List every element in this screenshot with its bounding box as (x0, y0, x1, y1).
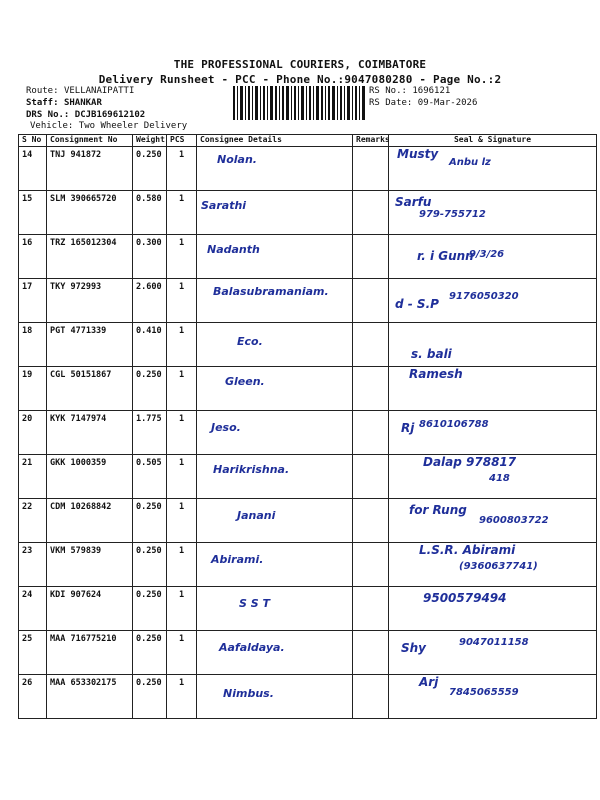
signature-cell (389, 499, 597, 543)
staff-label: Staff: (26, 98, 59, 108)
weight-cell: 1.775 (133, 411, 167, 455)
col-signature: Seal & Signature (389, 135, 597, 147)
vehicle-label: Vehicle: (30, 121, 74, 131)
sno-cell: 23 (19, 543, 47, 587)
remarks-cell (353, 411, 389, 455)
remarks-cell (353, 367, 389, 411)
consignment-cell: KYK 7147974 (47, 411, 133, 455)
signature-cell (389, 587, 597, 631)
signature-handwriting: s. bali (411, 347, 452, 361)
signature-phone-handwriting: 9/3/26 (469, 249, 505, 260)
remarks-cell (353, 675, 389, 719)
col-pcs: PCS (167, 135, 197, 147)
sno-cell: 19 (19, 367, 47, 411)
consignment-cell: TNJ 941872 (47, 147, 133, 191)
signature-phone-handwriting: 7845065559 (449, 687, 519, 698)
route-label: Route: (26, 86, 59, 96)
drs-label: DRS No.: (26, 110, 70, 120)
consignment-cell: TRZ 165012304 (47, 235, 133, 279)
weight-cell: 0.250 (133, 543, 167, 587)
consignee-handwritten-name: Eco. (237, 335, 263, 348)
rs-date-value: 09-Mar-2026 (417, 98, 478, 108)
signature-cell (389, 235, 597, 279)
consignee-cell (197, 631, 353, 675)
consignee-cell (197, 367, 353, 411)
consignee-cell (197, 235, 353, 279)
consignment-cell: VKM 579839 (47, 543, 133, 587)
remarks-cell (353, 235, 389, 279)
consignee-handwritten-name: Balasubramaniam. (213, 285, 329, 298)
sno-cell: 22 (19, 499, 47, 543)
table-row (19, 631, 597, 675)
company-title: THE PROFESSIONAL COURIERS, COIMBATORE (173, 58, 427, 71)
pcs-cell: 1 (167, 455, 197, 499)
col-remarks: Remarks (353, 135, 389, 147)
consignment-cell: CGL 50151867 (47, 367, 133, 411)
signature-cell (389, 191, 597, 235)
signature-cell (389, 279, 597, 323)
pcs-cell: 1 (167, 147, 197, 191)
staff-line (26, 98, 102, 108)
consignment-cell: CDM 10268842 (47, 499, 133, 543)
signature-handwriting: Arj (419, 675, 439, 689)
remarks-cell (353, 147, 389, 191)
rs-no-label: RS No.: (369, 86, 407, 96)
runsheet-table (18, 134, 597, 719)
signature-handwriting: Sarfu (395, 195, 432, 209)
signature-handwriting: Shy (401, 641, 427, 655)
consignee-cell (197, 499, 353, 543)
pcs-cell: 1 (167, 235, 197, 279)
drs-line (26, 110, 145, 120)
consignee-cell (197, 323, 353, 367)
consignment-cell: KDI 907624 (47, 587, 133, 631)
consignment-cell: SLM 390665720 (47, 191, 133, 235)
col-consignee: Consignee Details (197, 135, 353, 147)
barcode-image (233, 86, 365, 120)
signature-cell (389, 675, 597, 719)
consignment-cell: TKY 972993 (47, 279, 133, 323)
signature-handwriting: for Rung (409, 503, 467, 517)
consignee-cell (197, 191, 353, 235)
pcs-cell: 1 (167, 367, 197, 411)
weight-cell: 0.250 (133, 147, 167, 191)
table-row (19, 147, 597, 191)
weight-cell: 0.250 (133, 499, 167, 543)
pcs-cell: 1 (167, 543, 197, 587)
sno-cell: 15 (19, 191, 47, 235)
remarks-cell (353, 631, 389, 675)
sno-cell: 26 (19, 675, 47, 719)
consignment-cell: MAA 653302175 (47, 675, 133, 719)
consignee-cell (197, 587, 353, 631)
sno-cell: 20 (19, 411, 47, 455)
signature-cell (389, 631, 597, 675)
weight-cell: 0.250 (133, 675, 167, 719)
signature-cell (389, 543, 597, 587)
remarks-cell (353, 191, 389, 235)
consignee-cell (197, 543, 353, 587)
consignee-handwritten-name: Harikrishna. (213, 463, 290, 476)
consignee-cell (197, 411, 353, 455)
signature-phone-handwriting: (9360637741) (459, 561, 538, 572)
signature-cell (389, 147, 597, 191)
consignment-cell: GKK 1000359 (47, 455, 133, 499)
sno-cell: 25 (19, 631, 47, 675)
signature-handwriting: Ramesh (409, 367, 463, 381)
rs-date-label: RS Date: (369, 98, 413, 108)
table-row (19, 543, 597, 587)
vehicle-value: Two Wheeler Delivery (78, 121, 188, 131)
signature-handwriting: r. i Gunn (417, 249, 474, 263)
consignee-handwritten-name: Aafaldaya. (219, 641, 285, 654)
table-row (19, 323, 597, 367)
rs-no-value: 1696121 (412, 86, 451, 96)
pcs-cell: 1 (167, 411, 197, 455)
table-row (19, 235, 597, 279)
weight-cell: 0.250 (133, 587, 167, 631)
table-row (19, 411, 597, 455)
consignee-handwritten-name: Nimbus. (223, 687, 274, 700)
consignment-cell: MAA 716775210 (47, 631, 133, 675)
signature-handwriting: Dalap 978817 (423, 455, 517, 469)
consignee-cell (197, 279, 353, 323)
weight-cell: 0.410 (133, 323, 167, 367)
rs-no-line (369, 86, 450, 96)
table-row (19, 675, 597, 719)
consignment-cell: PGT 4771339 (47, 323, 133, 367)
signature-cell (389, 411, 597, 455)
col-weight: Weight (133, 135, 167, 147)
consignee-handwritten-name: Sarathi (201, 199, 247, 212)
remarks-cell (353, 587, 389, 631)
sno-cell: 17 (19, 279, 47, 323)
remarks-cell (353, 455, 389, 499)
staff-value: SHANKAR (63, 98, 102, 108)
vehicle-line (30, 121, 187, 131)
sno-cell: 24 (19, 587, 47, 631)
signature-phone-handwriting: 979-755712 (419, 209, 486, 220)
pcs-cell: 1 (167, 675, 197, 719)
signature-phone-handwriting: 9600803722 (479, 515, 549, 526)
table-row (19, 191, 597, 235)
pcs-cell: 1 (167, 631, 197, 675)
consignee-cell (197, 455, 353, 499)
weight-cell: 2.600 (133, 279, 167, 323)
col-sno: S No (19, 135, 47, 147)
table-row (19, 367, 597, 411)
remarks-cell (353, 499, 389, 543)
consignee-handwritten-name: Abirami. (211, 553, 264, 566)
consignee-handwritten-name: Nadanth (207, 243, 260, 256)
signature-phone-handwriting: 9047011158 (459, 637, 529, 648)
consignee-cell (197, 147, 353, 191)
route-line (26, 86, 134, 96)
table-row (19, 499, 597, 543)
remarks-cell (353, 323, 389, 367)
signature-handwriting: 9500579494 (423, 591, 507, 605)
signature-phone-handwriting: 8610106788 (419, 419, 489, 430)
sno-cell: 16 (19, 235, 47, 279)
signature-handwriting: Rj (401, 421, 415, 435)
rs-date-line (369, 98, 477, 108)
signature-phone-handwriting: 9176050320 (449, 291, 519, 302)
consignee-handwritten-name: Nolan. (217, 153, 257, 166)
sno-cell: 18 (19, 323, 47, 367)
table-header (19, 135, 597, 147)
signature-cell (389, 323, 597, 367)
signature-cell (389, 455, 597, 499)
signature-cell (389, 367, 597, 411)
weight-cell: 0.250 (133, 367, 167, 411)
weight-cell: 0.250 (133, 631, 167, 675)
route-value: VELLANAIPATTI (63, 86, 135, 96)
pcs-cell: 1 (167, 191, 197, 235)
col-consignment: Consignment No (47, 135, 133, 147)
pcs-cell: 1 (167, 587, 197, 631)
drs-value: DCJB169612102 (74, 110, 146, 120)
signature-handwriting: d - S.P (395, 297, 439, 311)
table-row (19, 279, 597, 323)
sno-cell: 21 (19, 455, 47, 499)
signature-phone-handwriting: 418 (489, 473, 510, 484)
consignee-cell (197, 675, 353, 719)
table-body (19, 147, 597, 719)
runsheet-subtitle: Delivery Runsheet - PCC - Phone No.:9047080280 - Page No.:2 (98, 73, 502, 86)
pcs-cell: 1 (167, 323, 197, 367)
consignee-handwritten-name: Janani (237, 509, 276, 522)
remarks-cell (353, 543, 389, 587)
pcs-cell: 1 (167, 279, 197, 323)
table-row (19, 455, 597, 499)
table-row (19, 587, 597, 631)
remarks-cell (353, 279, 389, 323)
pcs-cell: 1 (167, 499, 197, 543)
sno-cell: 14 (19, 147, 47, 191)
weight-cell: 0.300 (133, 235, 167, 279)
consignee-handwritten-name: Jeso. (211, 421, 241, 434)
signature-handwriting: Musty (397, 147, 439, 161)
signature-handwriting: L.S.R. Abirami (419, 543, 516, 557)
weight-cell: 0.505 (133, 455, 167, 499)
signature-phone-handwriting: Anbu lz (449, 157, 491, 168)
consignee-handwritten-name: Gleen. (225, 375, 265, 388)
consignee-handwritten-name: S S T (239, 597, 271, 610)
weight-cell: 0.580 (133, 191, 167, 235)
